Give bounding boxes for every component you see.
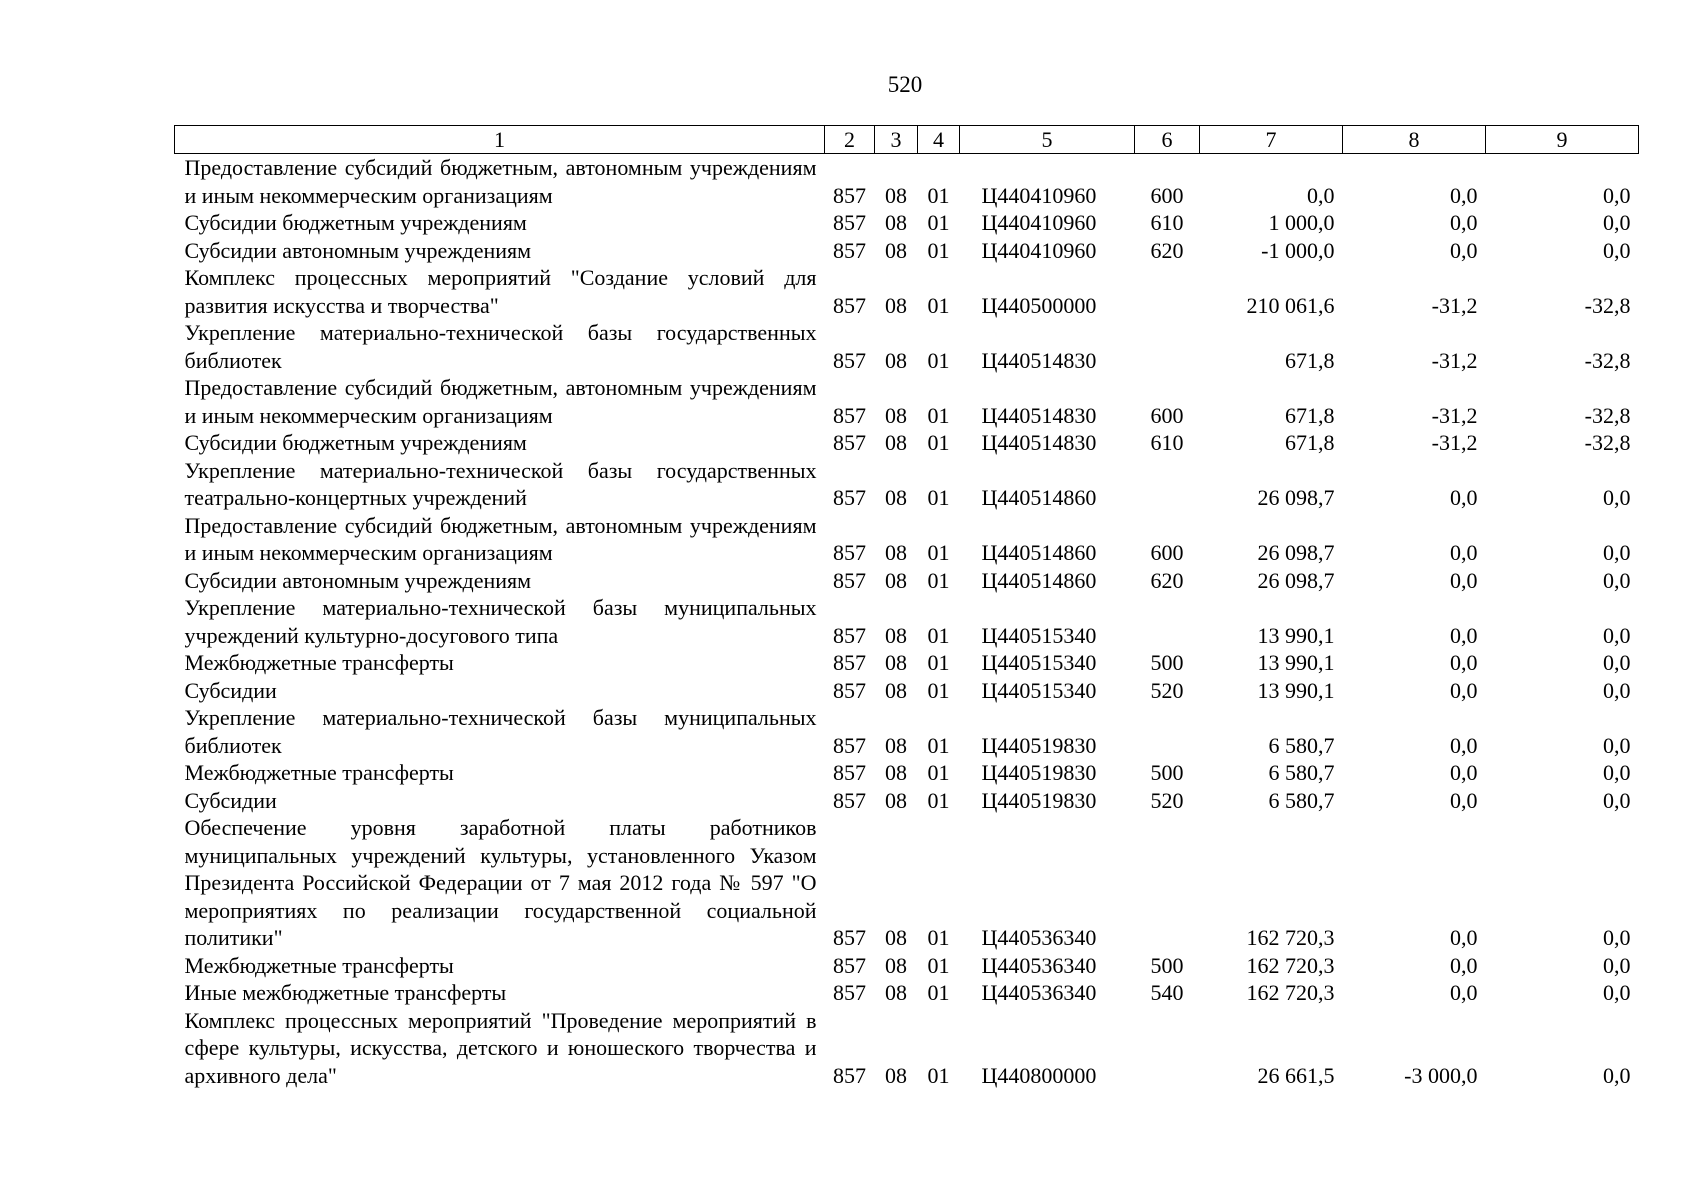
section-code: 08	[885, 540, 907, 565]
table-row	[175, 787, 1639, 815]
amount-col-9: 0,0	[1603, 540, 1631, 565]
amount-col-9: 0,0	[1603, 485, 1631, 510]
amount-col-7: 13 990,1	[1257, 622, 1335, 648]
amount-col-8: 0,0	[1450, 925, 1478, 950]
row-description: Предоставление субсидий бюджетным, автономным учреждениям и иным некоммерческим организациям	[184, 375, 817, 428]
amount-col-9: -32,8	[1584, 347, 1631, 373]
table-row	[175, 952, 1639, 980]
amount-col-7: 6 580,7	[1268, 732, 1335, 758]
ministry-code: 857	[833, 182, 866, 208]
subsection-code: 01	[927, 925, 950, 950]
ministry-code: 857	[833, 650, 866, 675]
row-description: Субсидии	[184, 677, 277, 703]
table-row	[175, 649, 1639, 677]
table-body	[175, 154, 1639, 1090]
expense-type-code	[1135, 319, 1200, 374]
ministry-code: 857	[833, 540, 866, 565]
table-row	[175, 237, 1639, 265]
budget-table	[174, 125, 1639, 1089]
target-article-code: Ц440800000	[981, 1062, 1097, 1088]
expense-type-code: 600	[1150, 402, 1184, 428]
amount-col-9: 0,0	[1603, 925, 1631, 950]
subsection-code: 01	[927, 677, 950, 703]
ministry-code: 857	[833, 485, 866, 510]
row-description: Субсидии автономным учреждениям	[184, 567, 532, 593]
section-code: 08	[885, 182, 907, 208]
row-description: Субсидии	[184, 787, 277, 813]
amount-col-7: 26 098,7	[1257, 567, 1335, 593]
amount-col-8: 0,0	[1450, 952, 1478, 978]
amount-col-9: 0,0	[1603, 677, 1631, 703]
ministry-code: 857	[833, 430, 866, 455]
table-row	[175, 209, 1639, 237]
target-article-code: Ц440536340	[981, 925, 1097, 950]
column-header: 5	[960, 126, 1135, 154]
row-description: Предоставление субсидий бюджетным, автономным учреждениям и иным некоммерческим организациям	[184, 155, 817, 208]
section-code: 08	[885, 952, 907, 978]
subsection-code: 01	[927, 952, 950, 978]
table-row	[175, 319, 1639, 374]
target-article-code: Ц440519830	[981, 732, 1097, 758]
amount-col-7: 6 580,7	[1268, 760, 1335, 785]
target-article-code: Ц440514860	[981, 567, 1097, 593]
target-article-code: Ц440514860	[981, 485, 1097, 510]
column-header: 8	[1343, 126, 1486, 154]
amount-col-7: 671,8	[1285, 347, 1335, 373]
amount-col-8: -31,2	[1431, 292, 1478, 318]
target-article-code: Ц440514830	[981, 430, 1097, 455]
amount-col-7: -1 000,0	[1261, 237, 1335, 263]
expense-type-code: 600	[1150, 182, 1184, 208]
row-description: Субсидии бюджетным учреждениям	[184, 430, 527, 455]
subsection-code: 01	[927, 347, 950, 373]
table-row	[175, 814, 1639, 952]
ministry-code: 857	[833, 980, 866, 1005]
section-code: 08	[885, 237, 907, 263]
subsection-code: 01	[927, 540, 950, 565]
column-header: 2	[825, 126, 875, 154]
amount-col-7: 13 990,1	[1257, 677, 1335, 703]
amount-col-8: 0,0	[1450, 182, 1478, 208]
subsection-code: 01	[927, 622, 950, 648]
amount-col-7: 1 000,0	[1268, 210, 1335, 235]
section-code: 08	[885, 567, 907, 593]
section-code: 08	[885, 292, 907, 318]
amount-col-9: -32,8	[1584, 430, 1631, 455]
row-description: Укрепление материально-технической базы муниципальных учреждений культурно-досугового типа	[184, 595, 817, 648]
amount-col-9: 0,0	[1603, 622, 1631, 648]
column-header: 1	[175, 126, 825, 154]
amount-col-8: -31,2	[1431, 402, 1478, 428]
subsection-code: 01	[927, 567, 950, 593]
column-header: 6	[1135, 126, 1200, 154]
expense-type-code	[1135, 264, 1200, 319]
target-article-code: Ц440519830	[981, 787, 1097, 813]
amount-col-7: 6 580,7	[1268, 787, 1335, 813]
amount-col-7: 26 098,7	[1257, 540, 1335, 565]
target-article-code: Ц440536340	[981, 952, 1097, 978]
row-description: Укрепление материально-технической базы государственных театрально-концертных учреждений	[184, 457, 817, 510]
amount-col-9: -32,8	[1584, 402, 1631, 428]
section-code: 08	[885, 732, 907, 758]
amount-col-9: -32,8	[1584, 292, 1631, 318]
section-code: 08	[885, 980, 907, 1005]
target-article-code: Ц440515340	[981, 622, 1097, 648]
section-code: 08	[885, 485, 907, 510]
amount-col-8: 0,0	[1450, 540, 1478, 565]
ministry-code: 857	[833, 787, 866, 813]
ministry-code: 857	[833, 210, 866, 235]
table-row	[175, 594, 1639, 649]
amount-col-7: 26 661,5	[1257, 1062, 1335, 1088]
expense-type-code: 500	[1150, 952, 1184, 978]
amount-col-9: 0,0	[1603, 952, 1631, 978]
amount-col-9: 0,0	[1603, 567, 1631, 593]
table-row	[175, 567, 1639, 595]
row-description: Комплекс процессных мероприятий "Создание условий для развития искусства и творчества"	[184, 265, 817, 318]
table-row	[175, 1007, 1639, 1090]
expense-type-code: 610	[1150, 210, 1184, 235]
expense-type-code	[1135, 457, 1200, 512]
header-row	[175, 126, 1639, 154]
amount-col-7: 671,8	[1285, 402, 1335, 428]
target-article-code: Ц440410960	[981, 210, 1097, 235]
row-description: Межбюджетные трансферты	[184, 952, 454, 978]
amount-col-7: 13 990,1	[1257, 650, 1335, 675]
ministry-code: 857	[833, 567, 866, 593]
amount-col-8: 0,0	[1450, 980, 1478, 1005]
section-code: 08	[885, 787, 907, 813]
table-row	[175, 677, 1639, 705]
target-article-code: Ц440514860	[981, 540, 1097, 565]
amount-col-8: 0,0	[1450, 760, 1478, 785]
amount-col-7: 210 061,6	[1246, 292, 1335, 318]
expense-type-code	[1135, 1007, 1200, 1090]
target-article-code: Ц440500000	[981, 292, 1097, 318]
expense-type-code	[1135, 704, 1200, 759]
table-row	[175, 457, 1639, 512]
target-article-code: Ц440519830	[981, 760, 1097, 785]
target-article-code: Ц440515340	[981, 677, 1097, 703]
amount-col-7: 671,8	[1285, 430, 1335, 455]
amount-col-9: 0,0	[1603, 182, 1631, 208]
section-code: 08	[885, 347, 907, 373]
expense-type-code: 500	[1150, 650, 1184, 675]
amount-col-8: 0,0	[1450, 210, 1478, 235]
subsection-code: 01	[927, 237, 950, 263]
subsection-code: 01	[927, 182, 950, 208]
ministry-code: 857	[833, 347, 866, 373]
row-description: Межбюджетные трансферты	[184, 650, 454, 675]
section-code: 08	[885, 622, 907, 648]
subsection-code: 01	[927, 1062, 950, 1088]
expense-type-code: 540	[1150, 980, 1184, 1005]
subsection-code: 01	[927, 485, 950, 510]
table-row	[175, 704, 1639, 759]
row-description: Иные межбюджетные трансферты	[184, 980, 507, 1005]
amount-col-7: 162 720,3	[1246, 980, 1335, 1005]
target-article-code: Ц440536340	[981, 980, 1097, 1005]
amount-col-7: 0,0	[1307, 182, 1335, 208]
ministry-code: 857	[833, 237, 866, 263]
section-code: 08	[885, 677, 907, 703]
row-description: Комплекс процессных мероприятий "Проведение мероприятий в сфере культуры, искусства, детского и юношеского творчества и архивного дела"	[184, 1007, 817, 1088]
subsection-code: 01	[927, 760, 950, 785]
row-description: Предоставление субсидий бюджетным, автономным учреждениям и иным некоммерческим организациям	[184, 512, 817, 565]
table-row	[175, 429, 1639, 457]
section-code: 08	[885, 925, 907, 950]
row-description: Субсидии автономным учреждениям	[184, 237, 532, 263]
amount-col-9: 0,0	[1603, 787, 1631, 813]
expense-type-code: 500	[1150, 760, 1184, 785]
subsection-code: 01	[927, 787, 950, 813]
section-code: 08	[885, 430, 907, 455]
expense-type-code: 600	[1150, 540, 1184, 565]
ministry-code: 857	[833, 622, 866, 648]
section-code: 08	[885, 760, 907, 785]
amount-col-8: 0,0	[1450, 622, 1478, 648]
subsection-code: 01	[927, 732, 950, 758]
amount-col-9: 0,0	[1603, 1062, 1631, 1088]
expense-type-code: 520	[1150, 677, 1184, 703]
amount-col-8: 0,0	[1450, 732, 1478, 758]
table-header	[175, 126, 1639, 154]
subsection-code: 01	[927, 980, 950, 1005]
ministry-code: 857	[833, 1062, 866, 1088]
ministry-code: 857	[833, 925, 866, 950]
amount-col-8: -31,2	[1431, 430, 1478, 455]
amount-col-8: -3 000,0	[1404, 1062, 1478, 1088]
amount-col-9: 0,0	[1603, 650, 1631, 675]
table-row	[175, 374, 1639, 429]
ministry-code: 857	[833, 292, 866, 318]
table-row	[175, 154, 1639, 210]
page-number: 520	[887, 72, 923, 97]
target-article-code: Ц440514830	[981, 402, 1097, 428]
expense-type-code	[1135, 814, 1200, 952]
column-header: 4	[918, 126, 960, 154]
section-code: 08	[885, 1062, 907, 1088]
column-header: 9	[1486, 126, 1639, 154]
expense-type-code: 520	[1150, 787, 1184, 813]
subsection-code: 01	[927, 210, 950, 235]
subsection-code: 01	[927, 650, 950, 675]
amount-col-9: 0,0	[1603, 237, 1631, 263]
ministry-code: 857	[833, 952, 866, 978]
section-code: 08	[885, 650, 907, 675]
target-article-code: Ц440514830	[981, 347, 1097, 373]
amount-col-8: 0,0	[1450, 237, 1478, 263]
subsection-code: 01	[927, 292, 950, 318]
section-code: 08	[885, 402, 907, 428]
target-article-code: Ц440410960	[981, 182, 1097, 208]
column-header: 7	[1200, 126, 1343, 154]
ministry-code: 857	[833, 677, 866, 703]
expense-type-code	[1135, 594, 1200, 649]
amount-col-8: 0,0	[1450, 485, 1478, 510]
amount-col-9: 0,0	[1603, 980, 1631, 1005]
ministry-code: 857	[833, 402, 866, 428]
amount-col-8: 0,0	[1450, 677, 1478, 703]
row-description: Межбюджетные трансферты	[184, 760, 454, 785]
table-row	[175, 512, 1639, 567]
row-description: Обеспечение уровня заработной платы работников муниципальных учреждений культуры, установленного Указом Президента Российской Федерации от 7 мая 2012 года № 597 "О мероприятиях по реализации государственной социальной политики"	[184, 815, 817, 950]
ministry-code: 857	[833, 760, 866, 785]
table-row	[175, 979, 1639, 1007]
amount-col-7: 162 720,3	[1246, 925, 1335, 950]
row-description: Укрепление материально-технической базы государственных библиотек	[184, 320, 817, 373]
amount-col-8: -31,2	[1431, 347, 1478, 373]
amount-col-7: 26 098,7	[1257, 485, 1335, 510]
table-row	[175, 759, 1639, 787]
amount-col-8: 0,0	[1450, 567, 1478, 593]
row-description: Укрепление материально-технической базы муниципальных библиотек	[184, 705, 817, 758]
amount-col-9: 0,0	[1603, 210, 1631, 235]
amount-col-9: 0,0	[1603, 732, 1631, 758]
table-row	[175, 264, 1639, 319]
subsection-code: 01	[927, 402, 950, 428]
subsection-code: 01	[927, 430, 950, 455]
amount-col-8: 0,0	[1450, 650, 1478, 675]
ministry-code: 857	[833, 732, 866, 758]
expense-type-code: 620	[1150, 237, 1184, 263]
section-code: 08	[885, 210, 907, 235]
target-article-code: Ц440410960	[981, 237, 1097, 263]
expense-type-code: 620	[1150, 567, 1184, 593]
amount-col-9: 0,0	[1603, 760, 1631, 785]
target-article-code: Ц440515340	[981, 650, 1097, 675]
amount-col-7: 162 720,3	[1246, 952, 1335, 978]
row-description: Субсидии бюджетным учреждениям	[184, 210, 527, 235]
amount-col-8: 0,0	[1450, 787, 1478, 813]
column-header: 3	[875, 126, 918, 154]
expense-type-code: 610	[1150, 430, 1184, 455]
